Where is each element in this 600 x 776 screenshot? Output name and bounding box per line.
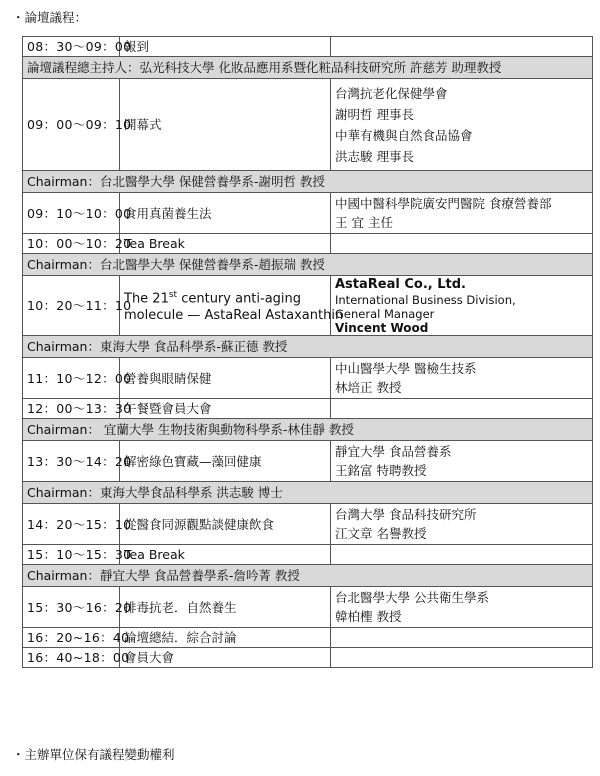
session-row [23, 587, 593, 628]
session-title [120, 276, 344, 336]
session-speaker [331, 441, 593, 482]
session-time: 15：30～16：20 [23, 587, 120, 628]
session-title: 論壇總結．綜合討論 [120, 628, 331, 648]
chair-row [23, 565, 593, 587]
session-time: 15：10～15：30 [23, 545, 120, 565]
speaker-line: 謝明哲 理事長 [335, 106, 414, 122]
title-text: molecule — AstaReal Astaxanthin [124, 308, 344, 324]
speaker-line: 中華有機與自然食品協會 [335, 127, 473, 143]
speaker-line: 台灣大學 食品科技研究所 [335, 507, 477, 522]
host-label: 論壇議程總主持人：弘光科技大學 化妝品應用系暨化粧品科技研究所 許慈芳 助理教授 [23, 57, 593, 79]
speaker-line: 王 宜 主任 [335, 215, 393, 230]
session-row [23, 193, 593, 234]
chair-row [23, 171, 593, 193]
session-row [23, 37, 593, 57]
session-speaker [331, 545, 593, 565]
speaker-line: 王銘富 特聘教授 [335, 463, 427, 478]
session-speaker [331, 504, 593, 545]
session-speaker [331, 276, 593, 336]
session-time: 08：30～09：00 [23, 37, 120, 57]
session-speaker [331, 79, 593, 171]
session-row [23, 628, 593, 648]
session-title: Tea Break [120, 234, 331, 254]
session-time: 16：40~18：00 [23, 648, 120, 668]
session-row [23, 276, 593, 336]
session-title: 食用真菌養生法 [120, 193, 331, 234]
session-title: 會員大會 [120, 648, 331, 668]
session-row [23, 504, 593, 545]
session-time: 09：10～10：00 [23, 193, 120, 234]
speaker-line: 台北醫學大學 公共衛生學系 [335, 590, 489, 605]
host-row [23, 57, 593, 79]
chairman-label: Chairman：靜宜大學 食品營養學系-詹吟菁 教授 [23, 565, 593, 587]
session-speaker [331, 234, 593, 254]
session-time: 12：00～13：30 [23, 399, 120, 419]
speaker-line: 中國中醫科學院廣安門醫院 食療營養部 [335, 196, 552, 211]
speaker-line: 中山醫學大學 醫檢生技系 [335, 361, 477, 376]
session-title: 解密綠色寶藏—藻回健康 [120, 441, 331, 482]
speaker-line: International Business Division, [335, 293, 516, 307]
chairman-label: Chairman：東海大學食品科學系 洪志駿 博士 [23, 482, 593, 504]
speaker-line: 韓柏檉 教授 [335, 609, 402, 624]
speaker-line: Vincent Wood [335, 321, 429, 335]
session-speaker [331, 358, 593, 399]
session-row [23, 79, 593, 171]
footer-note: ・主辦單位保有議程變動權利 [12, 747, 175, 762]
session-row [23, 399, 593, 419]
session-title: 營養與眼睛保健 [120, 358, 331, 399]
session-time: 10：00～10：20 [23, 234, 120, 254]
speaker-line: 台灣抗老化保健學會 [335, 85, 448, 101]
session-row [23, 441, 593, 482]
title-text: The 21 [124, 291, 169, 307]
chairman-label: Chairman：台北醫學大學 保健營養學系-趙振瑞 教授 [23, 254, 593, 276]
session-time: 13：30～14：20 [23, 441, 120, 482]
session-speaker [331, 587, 593, 628]
chair-row [23, 482, 593, 504]
chair-row [23, 419, 593, 441]
speaker-line: 江文章 名譽教授 [335, 526, 427, 541]
session-time: 14：20～15：10 [23, 504, 120, 545]
session-row [23, 545, 593, 565]
title-text: century anti-aging [177, 291, 302, 307]
session-time: 16：20~16：40 [23, 628, 120, 648]
session-title: Tea Break [120, 545, 331, 565]
session-time: 09：00～09：10 [23, 79, 120, 171]
session-title: 從醫食同源觀點談健康飲食 [120, 504, 331, 545]
session-row [23, 648, 593, 668]
speaker-line: 靜宜大學 食品營養系 [335, 444, 452, 459]
chairman-label: Chairman：台北醫學大學 保健營養學系-謝明哲 教授 [23, 171, 593, 193]
chairman-label: Chairman： 宜蘭大學 生物技術與動物科學系-林佳靜 教授 [23, 419, 593, 441]
session-title: 開幕式 [120, 79, 331, 171]
title-superscript: st [168, 289, 178, 300]
session-time: 10：20～11：10 [23, 276, 120, 336]
session-speaker [331, 648, 593, 668]
chairman-label: Chairman：東海大學 食品科學系-蘇正德 教授 [23, 336, 593, 358]
session-row [23, 358, 593, 399]
speaker-line: AstaReal Co., Ltd. [335, 277, 466, 292]
speaker-line: 林培正 教授 [335, 380, 402, 395]
speaker-line: 洪志駿 理事長 [335, 148, 414, 164]
session-speaker [331, 399, 593, 419]
speaker-line: General Manager [335, 307, 435, 321]
session-row [23, 234, 593, 254]
agenda-table [22, 36, 593, 668]
page-heading: ・論壇議程： [12, 10, 88, 25]
chair-row [23, 254, 593, 276]
session-speaker [331, 628, 593, 648]
session-speaker [331, 193, 593, 234]
session-time: 11：10～12：00 [23, 358, 120, 399]
session-title: 排毒抗老．自然養生 [120, 587, 331, 628]
session-speaker [331, 37, 593, 57]
session-title: 午餐暨會員大會 [120, 399, 331, 419]
session-title: 報到 [120, 37, 331, 57]
chair-row [23, 336, 593, 358]
